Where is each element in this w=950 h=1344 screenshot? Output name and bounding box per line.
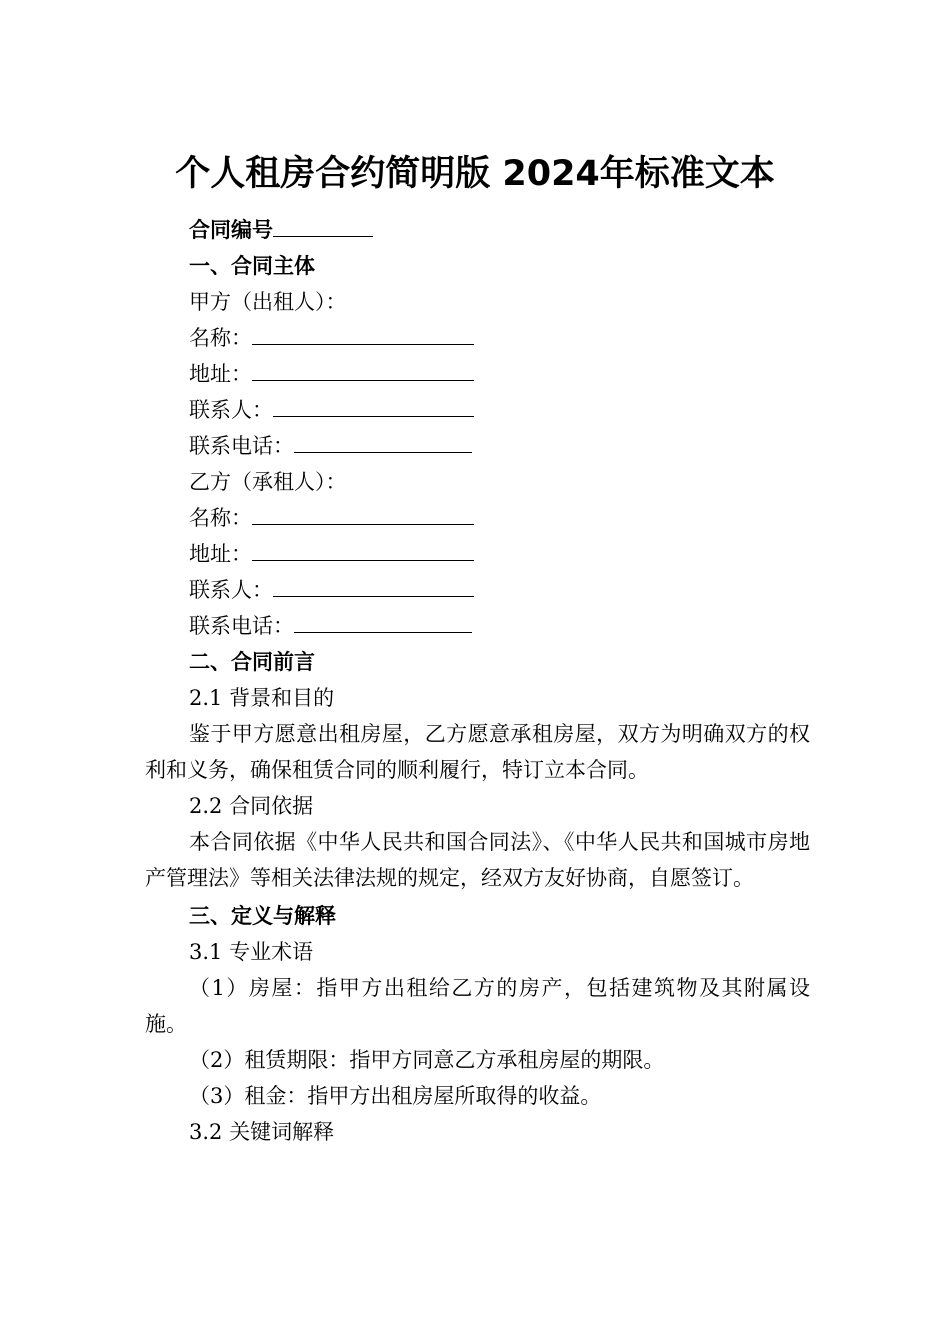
- subsection-2-1: 2.1 背景和目的: [189, 686, 335, 710]
- party-b-label: 乙方（承租人）：: [189, 470, 347, 494]
- paragraph-2-1: 鉴于甲方愿意出租房屋，乙方愿意承租房屋，双方为明确双方的权利和义务，确保租赁合同的顺利履行，特订立本合同。: [145, 722, 810, 782]
- field-label: 联系电话：: [189, 434, 294, 458]
- field-label: 联系人：: [189, 578, 273, 602]
- term-house: （1）房屋：指甲方出租给乙方的房产，包括建筑物及其附属设施。: [145, 976, 810, 1036]
- party-b-address-line: [145, 536, 810, 572]
- party-b-address-blank[interactable]: [252, 538, 474, 561]
- field-label: 联系人：: [189, 398, 273, 422]
- term-rent: （3）租金：指甲方出租房屋所取得的收益。: [189, 1084, 602, 1108]
- party-a-name-blank[interactable]: [252, 322, 474, 345]
- party-b-phone-blank[interactable]: [294, 610, 472, 633]
- field-label: 地址：: [189, 362, 252, 386]
- field-label: 地址：: [189, 542, 252, 566]
- contract-number-blank[interactable]: [273, 214, 373, 237]
- contract-body: [145, 212, 810, 1150]
- party-a-contact-line: [145, 392, 810, 428]
- party-b-phone-line: [145, 608, 810, 644]
- party-a-address-line: [145, 356, 810, 392]
- field-label: 名称：: [189, 326, 252, 350]
- party-a-name-line: [145, 320, 810, 356]
- section-1-heading: 一、合同主体: [189, 254, 315, 278]
- subsection-2-2: 2.2 合同依据: [189, 794, 314, 818]
- party-b-name-line: [145, 500, 810, 536]
- subsection-3-2: 3.2 关键词解释: [189, 1120, 335, 1144]
- party-a-phone-blank[interactable]: [294, 430, 472, 453]
- party-a-address-blank[interactable]: [252, 358, 474, 381]
- party-b-contact-line: [145, 572, 810, 608]
- party-a-phone-line: [145, 428, 810, 464]
- section-3-heading: 三、定义与解释: [189, 904, 336, 928]
- contract-number-label: 合同编号: [189, 218, 273, 242]
- party-b-name-blank[interactable]: [252, 502, 474, 525]
- subsection-3-1: 3.1 专业术语: [189, 940, 314, 964]
- contract-number-line: [145, 212, 810, 248]
- party-a-label: 甲方（出租人）：: [189, 290, 347, 314]
- term-lease-period: （2）租赁期限：指甲方同意乙方承租房屋的期限。: [189, 1048, 665, 1072]
- paragraph-2-2: 本合同依据《中华人民共和国合同法》、《中华人民共和国城市房地产管理法》等相关法律法规的规定，经双方友好协商，自愿签订。: [145, 830, 810, 890]
- field-label: 联系电话：: [189, 614, 294, 638]
- page-title: 个人租房合约简明版 2024年标准文本: [175, 154, 775, 194]
- party-b-contact-blank[interactable]: [273, 574, 474, 597]
- party-a-contact-blank[interactable]: [273, 394, 474, 417]
- section-2-heading: 二、合同前言: [189, 650, 315, 674]
- field-label: 名称：: [189, 506, 252, 530]
